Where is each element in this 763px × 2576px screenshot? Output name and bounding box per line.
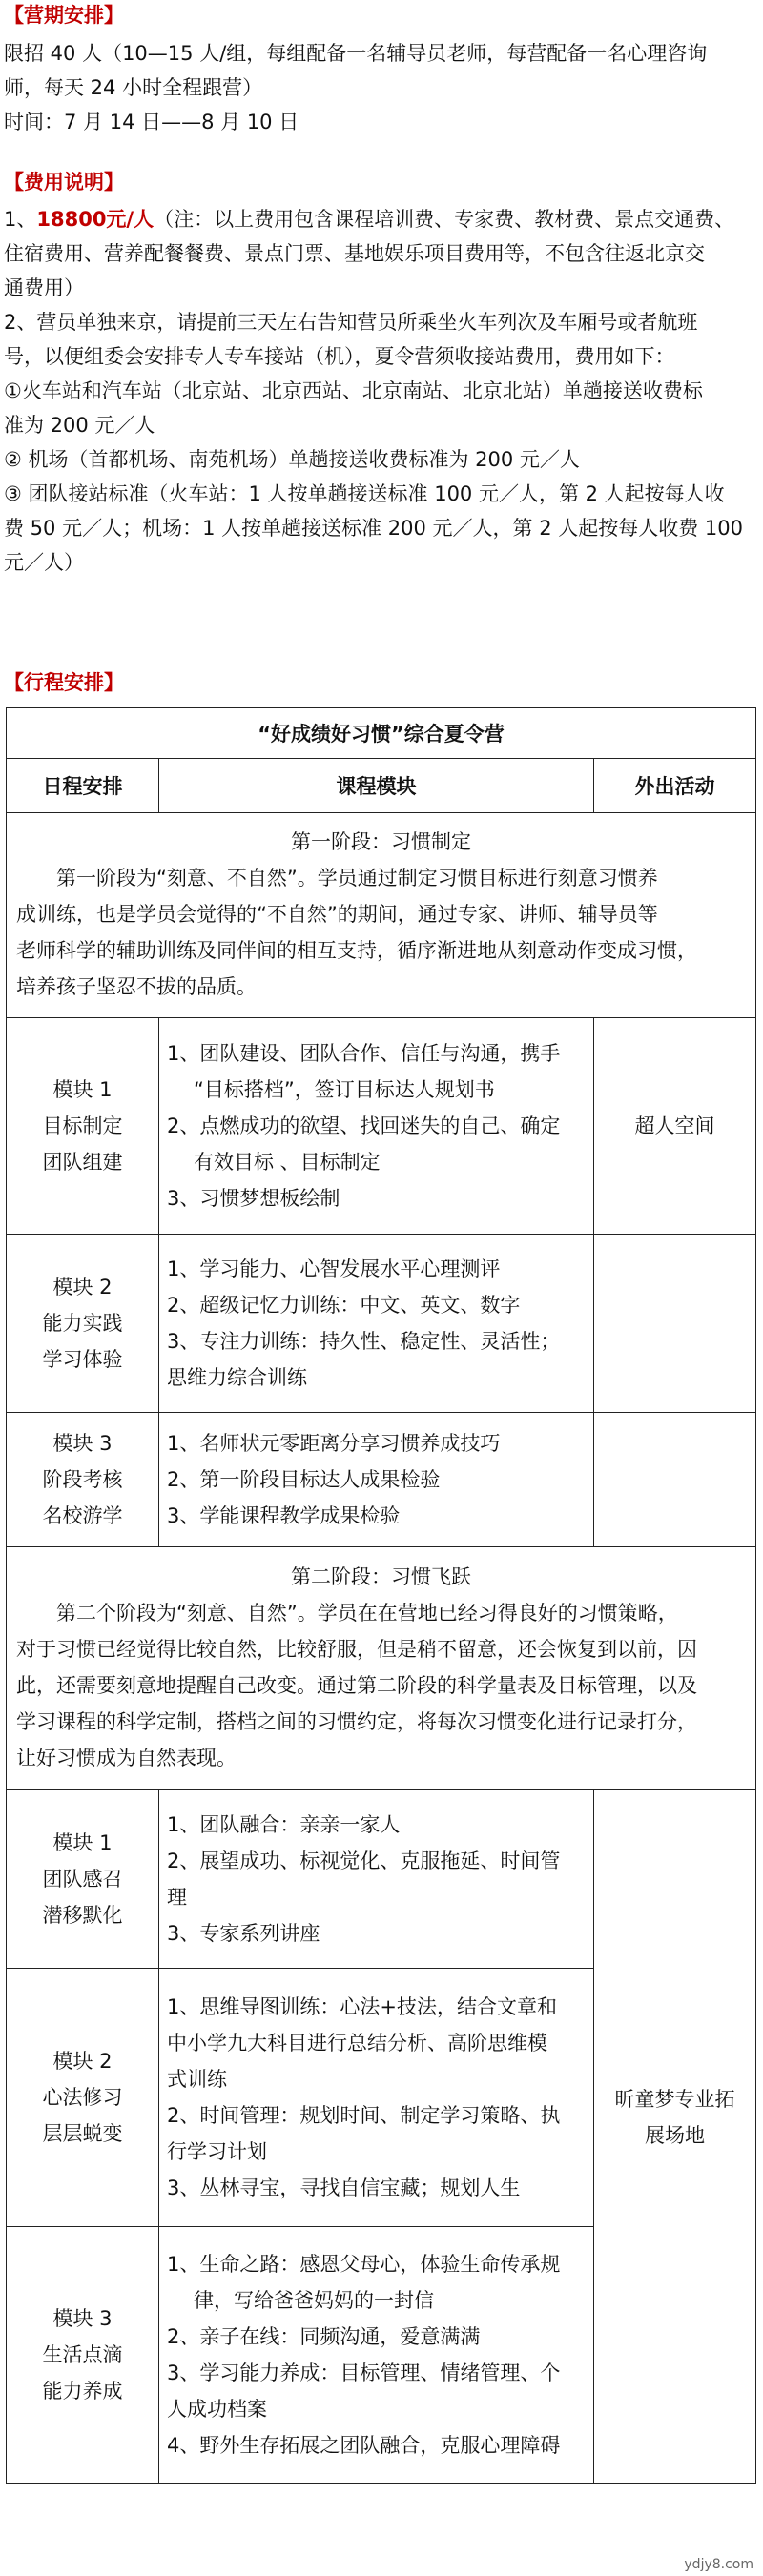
module-label: 模块 2 [52,1276,113,1298]
content-line: 1、生命之路：感恩父母心，体验生命传承规 [167,2253,561,2276]
outing-cell [594,1790,756,2484]
module-label: 能力养成 [42,2380,123,2402]
content-line: “目标搭档”，签订目标达人规划书 [194,1078,495,1101]
stage1-row [7,813,756,1018]
fees-line: 元／人） [4,551,84,574]
fees-line: 号，以便组委会安排专人专车接站（机），夏令营须收接站费用，费用如下： [4,345,675,368]
module-content [159,1235,594,1413]
module-label: 阶段考核 [42,1468,123,1491]
module-content [159,1969,594,2227]
fees-info [4,202,757,580]
stage-line: 第二个阶段为“刻意、自然”。学员在在营地已经习得良好的习惯策略， [56,1602,678,1625]
module-name [7,1018,159,1235]
content-line: 2、点燃成功的欲望、找回迷失的自己、确定 [167,1114,561,1137]
content-line: 行学习计划 [167,2140,267,2163]
module-label: 团队感召 [42,1868,123,1891]
content-line: 3、习惯梦想板绘制 [167,1187,340,1210]
fees-line: 通费用） [4,276,84,299]
stage-line: 让好习惯成为自然表现。 [16,1747,237,1769]
stage2-title: 第二阶段：习惯飞跃 [291,1565,471,1588]
table-title-row [7,708,756,759]
watermark: ydjy8.com [684,2557,753,2572]
camp-section-header: 【营期安排】 [4,4,124,27]
stage-line: 老师科学的辅助训练及同伴间的相互支持，循序渐进地从刻意动作变成习惯， [16,939,697,962]
module-label: 能力实践 [42,1312,123,1335]
content-line: 人成功档案 [167,2398,267,2421]
outing-label: 展场地 [645,2124,705,2147]
outing-label: 昕童梦专业拓 [614,2088,735,2111]
outing-cell [594,1413,756,1547]
content-line: 思维力综合训练 [167,1366,307,1389]
fees-line: 费 50 元／人；机场：1 人按单趟接送标准 200 元／人，第 2 人起按每人收费 100 [4,517,744,540]
content-line: 3、学能课程教学成果检验 [167,1504,401,1527]
stage-line: 对于习惯已经觉得比较自然，比较舒服，但是稍不留意，还会恢复到以前，因 [16,1638,697,1661]
content-line: 中小学九大科目进行总结分析、高阶思维模 [167,2032,547,2055]
camp-line: 时间：7 月 14 日——8 月 10 日 [4,111,299,133]
stage2-description [7,1547,756,1790]
camp-line: 限招 40 人（10—15 人/组，每组配备一名辅导员老师，每营配备一名心理咨询 [4,42,708,65]
column-header: 日程安排 [7,759,159,813]
module-label: 生活点滴 [42,2343,123,2366]
fees-line: ② 机场（首都机场、南苑机场）单趟接送收费标准为 200 元／人 [4,448,580,471]
module-label: 学习体验 [42,1348,123,1371]
module-label: 模块 3 [52,2307,113,2330]
fees-line: 2、营员单独来京，请提前三天左右告知营员所乘坐火车列次及车厢号或者航班 [4,311,698,334]
module-label: 团队组建 [42,1151,123,1174]
content-line: 2、展望成功、标视觉化、克服拖延、时间管 [167,1850,561,1872]
camp-line: 师，每天 24 小时全程跟营） [4,76,263,99]
module-content [159,1413,594,1547]
content-line: 3、专注力训练：持久性、稳定性、灵活性； [167,1330,561,1353]
content-line: 1、名师状元零距离分享习惯养成技巧 [167,1432,501,1455]
content-line: 2、时间管理：规划时间、制定学习策略、执 [167,2104,561,2127]
content-line: 1、团队融合：亲亲一家人 [167,1813,401,1836]
content-line: 有效目标 、目标制定 [194,1151,381,1174]
fees-line: 准为 200 元／人 [4,414,155,437]
module-label: 模块 2 [52,2050,113,2073]
stage2-row [7,1547,756,1790]
stage-line: 第一阶段为“刻意、不自然”。学员通过制定习惯目标进行刻意习惯养 [56,867,658,889]
price-prefix: 1、 [4,208,37,231]
module-name [7,1790,159,1969]
stage1-title: 第一阶段：习惯制定 [291,830,471,853]
module-name [7,1413,159,1547]
stage-line: 成训练，也是学员会觉得的“不自然”的期间，通过专家、讲师、辅导员等 [16,903,658,926]
content-line: 律，写给爸爸妈妈的一封信 [194,2289,434,2312]
module-label: 层层蜕变 [42,2122,123,2145]
fees-line: 住宿费用、营养配餐餐费、景点门票、基地娱乐项目费用等，不包含往返北京交 [4,242,705,265]
price-note: （注：以上费用包含课程培训费、专家费、教材费、景点交通费、 [154,208,735,231]
module-label: 名校游学 [42,1504,123,1527]
module-label: 模块 3 [52,1432,113,1455]
column-header: 课程模块 [159,759,594,813]
itinerary-section-header: 【行程安排】 [4,671,124,694]
fees-line: ①火车站和汽车站（北京站、北京西站、北京南站、北京北站）单趟接送收费标 [4,379,703,402]
stage-line: 培养孩子坚忍不拔的品质。 [16,975,257,998]
content-line: 式训练 [167,2068,227,2091]
stage-line: 学习课程的科学定制，搭档之间的习惯约定，将每次习惯变化进行记录打分， [16,1710,697,1733]
price-highlight: 18800元/人 [36,208,155,231]
module-name [7,1969,159,2227]
content-line: 3、学习能力养成：目标管理、情绪管理、个 [167,2361,561,2384]
schedule-table [6,707,756,2484]
fees-price-line [4,202,757,236]
content-line: 1、团队建设、团队合作、信任与沟通，携手 [167,1042,561,1065]
content-line: 3、专家系列讲座 [167,1922,320,1945]
module-label: 目标制定 [42,1114,123,1137]
module-name [7,1235,159,1413]
table-row [7,1790,756,1969]
outing-cell [594,1235,756,1413]
table-header-row [7,759,756,813]
camp-info [4,36,757,139]
content-line: 2、第一阶段目标达人成果检验 [167,1468,441,1491]
fees-line: ③ 团队接站标准（火车站：1 人按单趟接送标准 100 元／人，第 2 人起按每人收 [4,482,725,505]
module-label: 心法修习 [42,2086,123,2109]
outing-cell: 超人空间 [594,1018,756,1235]
module-label: 模块 1 [52,1831,113,1854]
stage-line: 此，还需要刻意地提醒自己改变。通过第二阶段的科学量表及目标管理，以及 [16,1674,697,1697]
content-line: 3、丛林寻宝，寻找自信宝藏；规划人生 [167,2177,521,2199]
content-line: 2、超级记忆力训练：中文、英文、数字 [167,1294,521,1317]
table-row [7,1018,756,1235]
module-content [159,2227,594,2484]
table-title: “好成绩好习惯”综合夏令营 [7,708,756,759]
module-name [7,2227,159,2484]
module-label: 潜移默化 [42,1904,123,1927]
content-line: 1、学习能力、心智发展水平心理测评 [167,1257,501,1280]
module-label: 模块 1 [52,1078,113,1101]
fees-section-header: 【费用说明】 [4,171,124,194]
column-header: 外出活动 [594,759,756,813]
module-content [159,1790,594,1969]
content-line: 4、野外生存拓展之团队融合，克服心理障碍 [167,2434,561,2457]
table-row [7,1413,756,1547]
content-line: 1、思维导图训练：心法+技法，结合文章和 [167,1995,557,2018]
stage1-description [7,813,756,1018]
module-content [159,1018,594,1235]
table-row [7,1235,756,1413]
content-line: 2、亲子在线：同频沟通，爱意满满 [167,2325,481,2348]
content-line: 理 [167,1886,187,1909]
